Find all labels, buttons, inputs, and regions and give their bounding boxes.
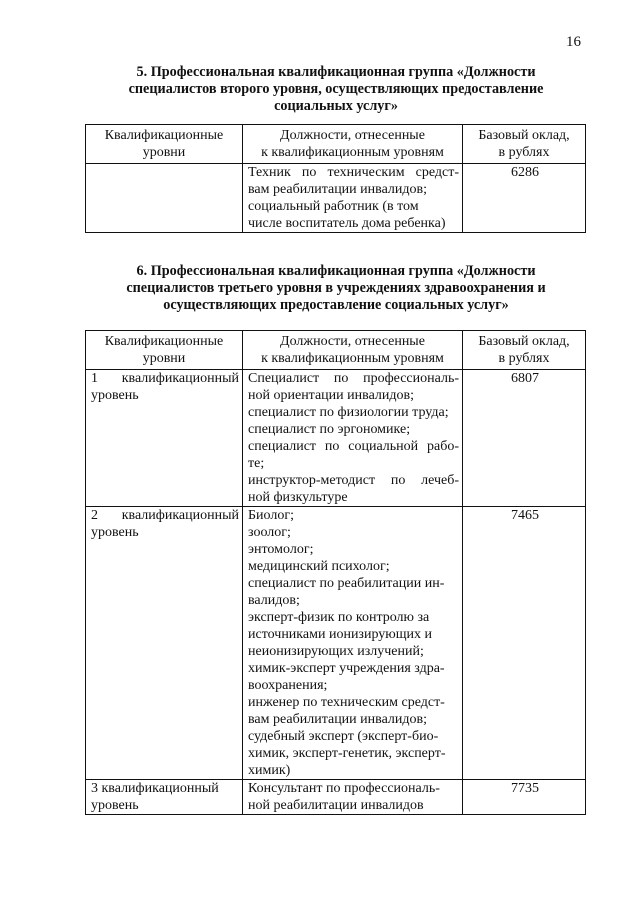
level-line — [91, 507, 239, 524]
table-row — [86, 370, 586, 507]
table-header-row — [86, 125, 586, 164]
position-line: химик) — [248, 763, 291, 778]
position-line: зоолог; — [248, 525, 291, 540]
position-line: вам реабилитации инвалидов; — [248, 182, 428, 197]
section-5-title — [86, 64, 586, 115]
header-salary — [463, 125, 586, 164]
position-line: ной физкультуре — [248, 490, 348, 505]
header-levels — [86, 125, 243, 164]
title-line: специалистов третьего уровня в учреждениях здравоохранения и — [126, 280, 546, 296]
level-word: квалификационный — [101, 781, 219, 796]
position-line: те; — [248, 456, 265, 471]
position-line: неионизирующих излучений; — [248, 644, 424, 659]
header-positions — [243, 331, 463, 370]
level-line: уровень — [91, 798, 139, 813]
position-line: инженер по техническим средст- — [248, 695, 445, 710]
position-line: Биолог; — [248, 508, 294, 523]
position-line: химик, эксперт-генетик, эксперт- — [248, 746, 446, 761]
positions-cell — [243, 370, 463, 507]
header-text: в рублях — [498, 351, 550, 366]
header-text: Должности, отнесенные — [280, 334, 425, 349]
position-line: специалист по реабилитации ин- — [248, 576, 445, 591]
title-line: 6. Профессиональная квалификационная группа «Должности — [136, 263, 536, 279]
position-line: специалист по эргономике; — [248, 422, 411, 437]
header-text: Должности, отнесенные — [280, 128, 425, 143]
level-cell — [86, 780, 243, 815]
table-row — [86, 164, 586, 233]
header-text: к квалификационным уровням — [261, 145, 444, 160]
title-line: социальных услуг» — [274, 98, 398, 114]
level-line: уровень — [91, 525, 139, 540]
position-line: ной ориентации инвалидов; — [248, 388, 415, 403]
header-text: уровни — [142, 351, 186, 366]
header-salary — [463, 331, 586, 370]
level-line: уровень — [91, 388, 139, 403]
table-row — [86, 780, 586, 815]
page-number: 16 — [566, 34, 581, 50]
level-cell — [86, 164, 243, 233]
position-line: Техник по техническим средст- — [248, 165, 459, 180]
position-line: Консультант по профессиональ- — [248, 781, 440, 796]
section-5-table — [85, 124, 586, 233]
level-number: 1 — [91, 371, 98, 386]
position-line: судебный эксперт (эксперт-био- — [248, 729, 439, 744]
position-line: инструктор-методист по лечеб- — [248, 473, 459, 488]
position-line: медицинский психолог; — [248, 559, 390, 574]
title-line: осуществляющих предоставление социальных услуг» — [163, 297, 509, 313]
title-line: 5. Профессиональная квалификационная группа «Должности — [136, 64, 536, 80]
salary-cell: 7465 — [463, 507, 586, 780]
salary-cell: 6807 — [463, 370, 586, 507]
position-line: социальный работник (в том — [248, 199, 419, 214]
header-positions — [243, 125, 463, 164]
level-cell — [86, 507, 243, 780]
position-line: эксперт-физик по контролю за — [248, 610, 430, 625]
position-line: Специалист по профессиональ- — [248, 371, 459, 386]
level-word: квалификационный — [121, 371, 239, 386]
position-line: вам реабилитации инвалидов; — [248, 712, 428, 727]
positions-cell — [243, 780, 463, 815]
position-line: источниками ионизирующих и — [248, 627, 432, 642]
header-text: к квалификационным уровням — [261, 351, 444, 366]
position-line: химик-эксперт учреждения здра- — [248, 661, 445, 676]
positions-cell — [243, 164, 463, 233]
header-text: Квалификационные — [104, 334, 224, 349]
position-line: специалист по социальной рабо- — [248, 439, 459, 454]
table-row — [86, 507, 586, 780]
header-levels — [86, 331, 243, 370]
salary-cell: 6286 — [463, 164, 586, 233]
position-line: воохранения; — [248, 678, 328, 693]
level-word: квалификационный — [121, 508, 239, 523]
header-text: уровни — [142, 145, 186, 160]
header-text: Квалификационные — [104, 128, 224, 143]
header-text: Базовый оклад, — [478, 128, 570, 143]
position-line: энтомолог; — [248, 542, 314, 557]
salary-cell: 7735 — [463, 780, 586, 815]
position-line: ной реабилитации инвалидов — [248, 798, 424, 813]
table-header-row — [86, 331, 586, 370]
level-number: 3 — [91, 781, 98, 796]
position-line: числе воспитатель дома ребенка) — [248, 216, 446, 231]
title-line: специалистов второго уровня, осуществляющих предоставление — [128, 81, 544, 97]
positions-cell — [243, 507, 463, 780]
level-cell — [86, 370, 243, 507]
level-line — [91, 370, 239, 387]
section-6-title — [86, 263, 586, 314]
level-number: 2 — [91, 508, 98, 523]
header-text: в рублях — [498, 145, 550, 160]
position-line: специалист по физиологии труда; — [248, 405, 449, 420]
header-text: Базовый оклад, — [478, 334, 570, 349]
level-line — [91, 780, 239, 797]
position-line: валидов; — [248, 593, 300, 608]
section-6-table — [85, 330, 586, 815]
